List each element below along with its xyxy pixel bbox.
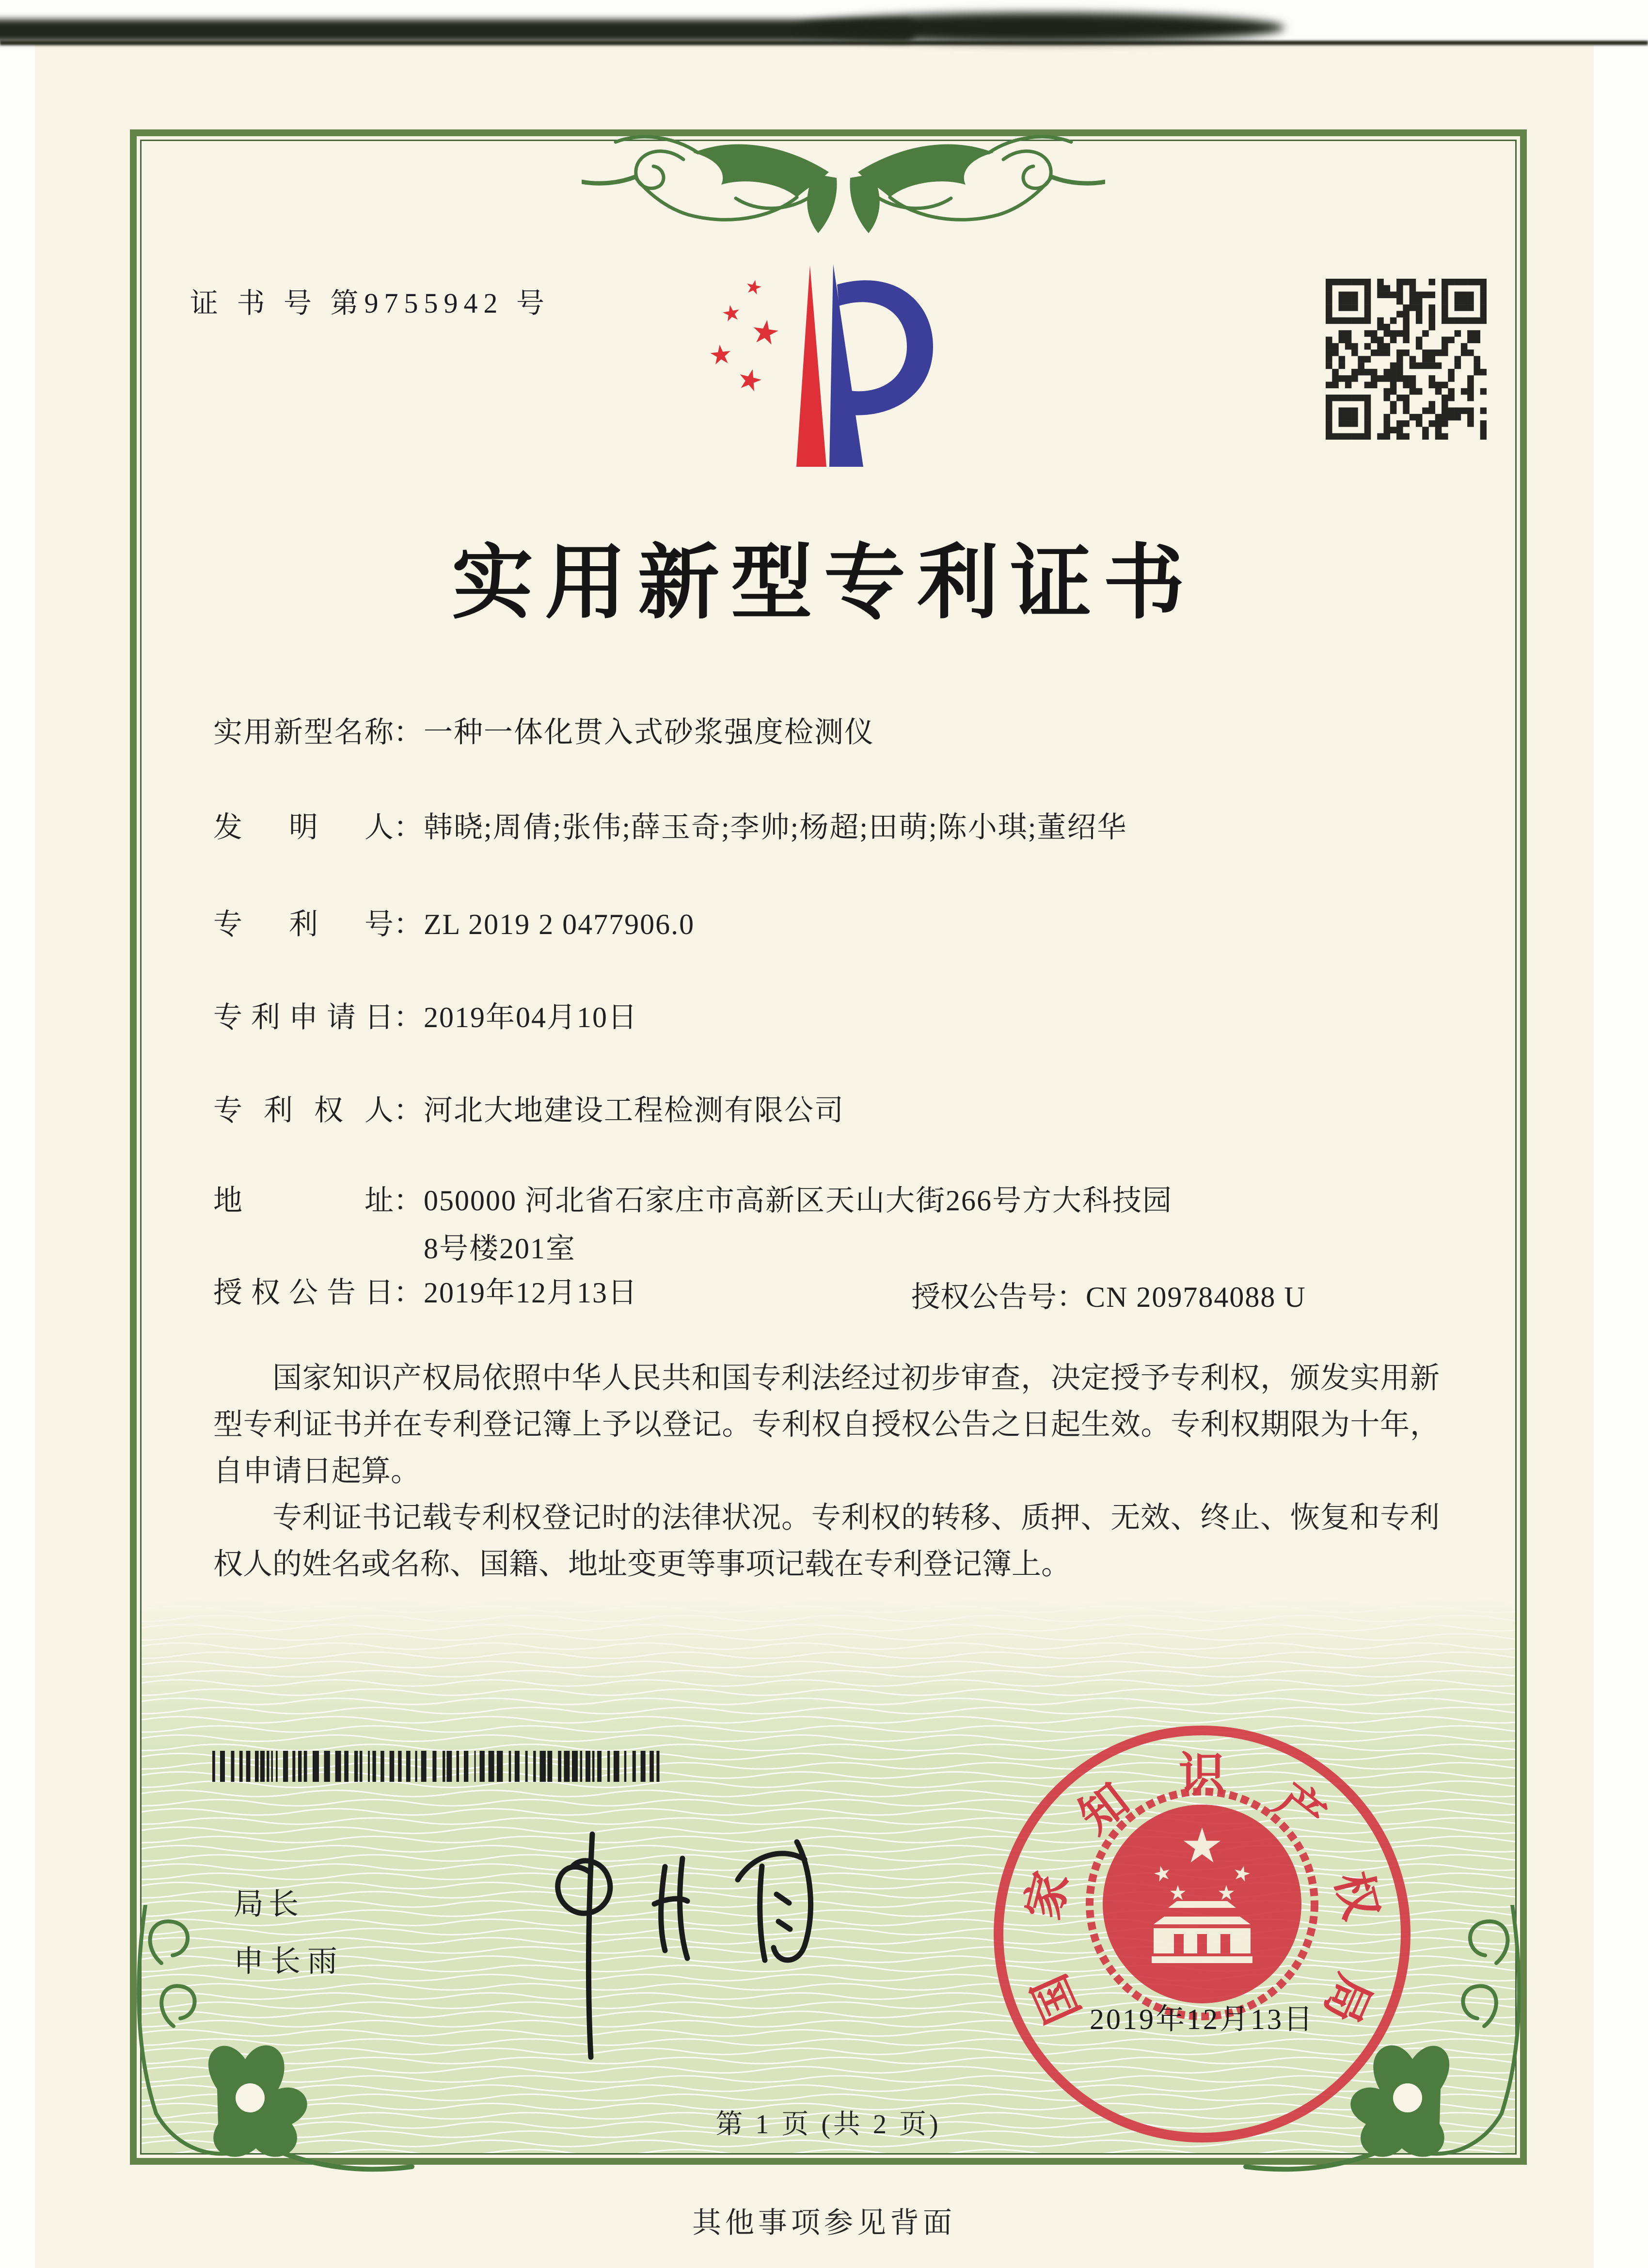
- seal-arc-char: 局: [1314, 1967, 1381, 2031]
- seal-arc-text: [984, 1716, 1420, 2152]
- scan-shadow-line: [0, 41, 1648, 45]
- field-row-filing-date: 专利申请日：2019年04月10日: [213, 999, 1493, 1036]
- field-label: 地址: [213, 1185, 394, 1217]
- see-reverse-note: 其他事项参见背面: [692, 2207, 956, 2239]
- field-value: 河北大地建设工程检测有限公司: [424, 1094, 844, 1126]
- field-row-patentee: 专利权人：河北大地建设工程检测有限公司: [213, 1092, 1493, 1129]
- field-label: 专利申请日: [213, 1001, 394, 1033]
- seal-arc-char: 国: [1023, 1967, 1090, 2031]
- field-label: 授权公告号: [911, 1281, 1057, 1313]
- field-value: 2019年04月10日: [424, 1001, 638, 1033]
- field-label: 实用新型名称: [213, 716, 394, 748]
- field-row-address: 地址：050000 河北省石家庄市高新区天山大街266号方大科技园: [213, 1182, 1493, 1220]
- seal-arc-char: 产: [1266, 1774, 1335, 1843]
- field-label: 专利权人: [213, 1094, 394, 1126]
- field-value: 一种一体化贯入式砂浆强度检测仪: [424, 716, 874, 748]
- field-address-line2: 8号楼201室: [424, 1233, 576, 1265]
- field-value: 2019年12月13日: [424, 1277, 638, 1309]
- legal-paragraph-1: 国家知识产权局依照中华人民共和国专利法经过初步审查，决定授予专利权，颁发实用新型专利证书并在专利登记簿上予以登记。专利权自授权公告之日起生效。专利权期限为十年，自申请日起算。: [213, 1362, 1440, 1488]
- seal-arc-char: 权: [1326, 1867, 1388, 1925]
- field-value: 050000 河北省石家庄市高新区天山大街266号方大科技园: [424, 1185, 1173, 1217]
- field-row-grant-number: 授权公告号：CN 209784088 U: [911, 1281, 1306, 1313]
- qr-code: [1326, 279, 1487, 440]
- field-label: 发明人: [213, 811, 394, 843]
- director-title-label: 局长: [234, 1888, 304, 1921]
- field-value: ZL 2019 2 0477906.0: [424, 908, 695, 940]
- field-value: CN 209784088 U: [1086, 1281, 1306, 1313]
- field-label: 专利号: [213, 908, 394, 940]
- barcode: [212, 1751, 668, 1783]
- field-value: 韩晓;周倩;张伟;薛玉奇;李帅;杨超;田萌;陈小琪;董绍华: [424, 811, 1127, 843]
- scan-shadow-artifact: [800, 13, 1284, 43]
- field-row-grant-date: 授权公告日：2019年12月13日: [213, 1274, 1493, 1312]
- seal-arc-char: 家: [1016, 1867, 1078, 1925]
- legal-body-text: [213, 1355, 1440, 1588]
- field-row-utility-model-name: 实用新型名称：一种一体化贯入式砂浆强度检测仪: [213, 714, 1493, 751]
- legal-paragraph-2: 专利证书记载专利权登记时的法律状况。专利权的转移、质押、无效、终止、恢复和专利权人的姓名或名称、国籍、地址变更等事项记载在专利登记簿上。: [213, 1502, 1440, 1581]
- seal-arc-char: 识: [1179, 1749, 1225, 1801]
- seal-date: 2019年12月13日: [1090, 2003, 1315, 2035]
- cnipa-logo-icon: [705, 259, 943, 468]
- seal-arc-char: 知: [1069, 1774, 1139, 1843]
- director-name-label: 申长雨: [234, 1945, 345, 1978]
- cnipa-red-seal: [984, 1716, 1420, 2152]
- certificate-title: 实用新型专利证书: [452, 539, 1196, 629]
- director-signature-icon: [490, 1821, 887, 2073]
- field-label: 授权公告日: [213, 1277, 394, 1309]
- field-row-inventors: 发明人：韩晓;周倩;张伟;薛玉奇;李帅;杨超;田萌;陈小琪;董绍华: [213, 809, 1493, 846]
- certificate-number: 证 书 号 第9755942 号: [190, 287, 551, 319]
- field-row-patent-number: 专利号：ZL 2019 2 0477906.0: [213, 905, 1493, 943]
- page-number-footer: 第 1 页 (共 2 页): [715, 2109, 941, 2140]
- scan-shadow-artifact: [0, 19, 916, 42]
- top-center-scroll-ornament-icon: [582, 115, 1105, 246]
